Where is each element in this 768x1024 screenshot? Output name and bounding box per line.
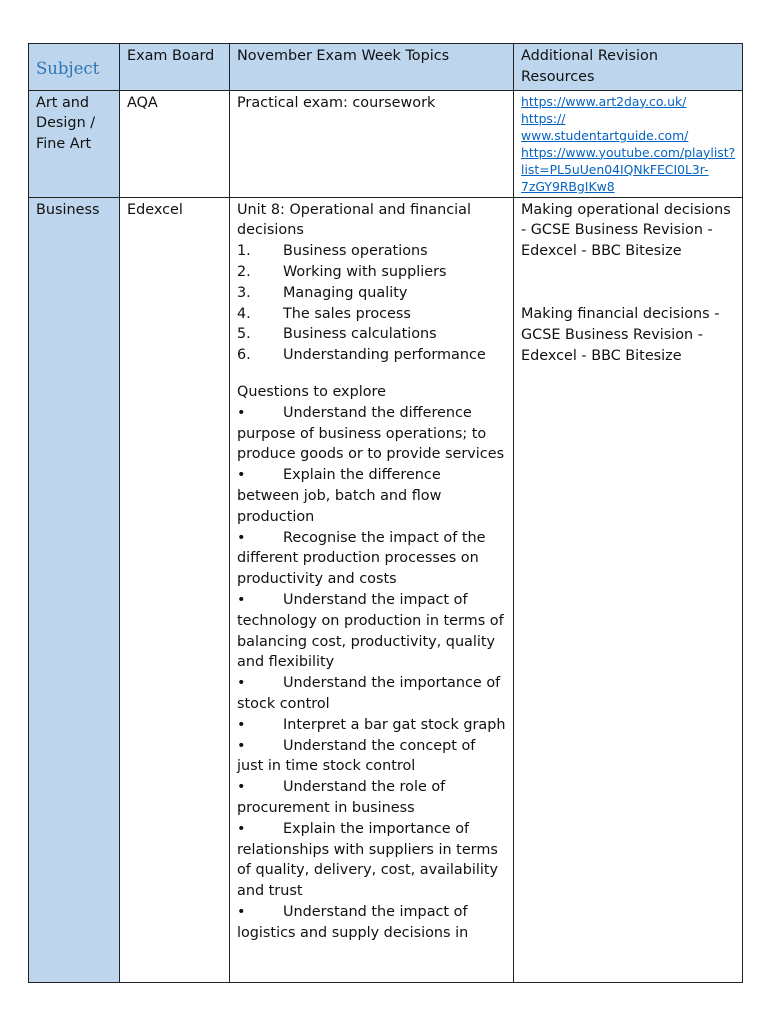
bullet-icon: • <box>237 779 246 796</box>
resource-link[interactable]: https:// <box>521 110 566 126</box>
header-resources: Additional Revision Resources <box>514 44 743 91</box>
row-topics <box>230 197 514 982</box>
bullet-icon: • <box>237 903 246 920</box>
question-item: • Understand the impact of technology on production in terms of balancing cost, productivity, quality and flexibility <box>237 591 504 671</box>
row-subject: Art and Design / Fine Art <box>29 90 120 197</box>
row-resources <box>514 90 743 197</box>
question-item: • Interpret a bar gat stock graph <box>237 715 506 736</box>
bullet-icon: • <box>237 675 246 692</box>
bullet-icon: • <box>237 737 246 754</box>
list-item: 3. Managing quality <box>237 284 408 301</box>
resource-link[interactable]: https://www.youtube.com/playlist? <box>521 144 736 160</box>
list-item: 5. Business calculations <box>237 326 437 343</box>
subject-heading: Subject <box>36 59 100 78</box>
revision-table <box>28 43 743 983</box>
list-item: 1. Business operations <box>237 243 428 260</box>
bullet-icon: • <box>237 467 246 484</box>
header-row <box>29 44 743 91</box>
list-item: 2. Working with suppliers <box>237 263 447 280</box>
questions-heading: Questions to explore <box>237 383 386 400</box>
table-row <box>29 197 743 982</box>
resource-link[interactable]: 7zGY9RBgIKw8 <box>521 178 615 194</box>
header-topics: November Exam Week Topics <box>230 44 514 91</box>
row-resources <box>514 197 743 982</box>
resource-link[interactable]: www.studentartguide.com/ <box>521 127 689 143</box>
header-exam-board: Exam Board <box>120 44 230 91</box>
bullet-icon: • <box>237 529 246 546</box>
resource-link[interactable]: https://www.art2day.co.uk/ <box>521 93 687 109</box>
question-item: • Explain the importance of relationships with suppliers in terms of quality, delivery, cost, availability and trust <box>237 820 499 900</box>
bullet-icon: • <box>237 591 246 608</box>
question-item: • Explain the difference between job, batch and flow production <box>237 467 442 525</box>
question-item: • Understand the concept of just in time stock control <box>237 737 476 775</box>
table-row <box>29 90 743 197</box>
bullet-icon: • <box>237 716 246 733</box>
question-item: • Recognise the impact of the different production processes on productivity and costs <box>237 529 486 588</box>
resource-link[interactable]: Making financial decisions - GCSE Business Revision - Edexcel - BBC Bitesize <box>521 305 720 364</box>
question-item: • Understand the role of procurement in business <box>237 779 446 816</box>
question-item: • Understand the importance of stock control <box>237 675 501 712</box>
bullet-icon: • <box>237 820 246 837</box>
row-topic: Practical exam: coursework <box>230 90 514 197</box>
row-subject: Business <box>29 197 120 982</box>
resource-link[interactable]: Making operational decisions - GCSE Business Revision - Edexcel - BBC Bitesize <box>521 201 731 260</box>
row-board: AQA <box>120 90 230 197</box>
bullet-icon: • <box>237 404 246 421</box>
list-item: 4. The sales process <box>237 305 411 322</box>
header-subject <box>29 44 120 91</box>
unit-title: Unit 8: Operational and financial decisions <box>237 201 471 239</box>
question-item: • Understand the impact of logistics and supply decisions in <box>237 903 469 941</box>
list-item: 6. Understanding performance <box>237 347 486 364</box>
resource-link[interactable]: list=PL5uUen04IQNkFECI0L3r- <box>521 161 709 177</box>
spacer <box>521 262 735 304</box>
question-item: • Understand the difference purpose of business operations; to produce goods or to provide services <box>237 404 505 463</box>
row-board: Edexcel <box>120 197 230 982</box>
